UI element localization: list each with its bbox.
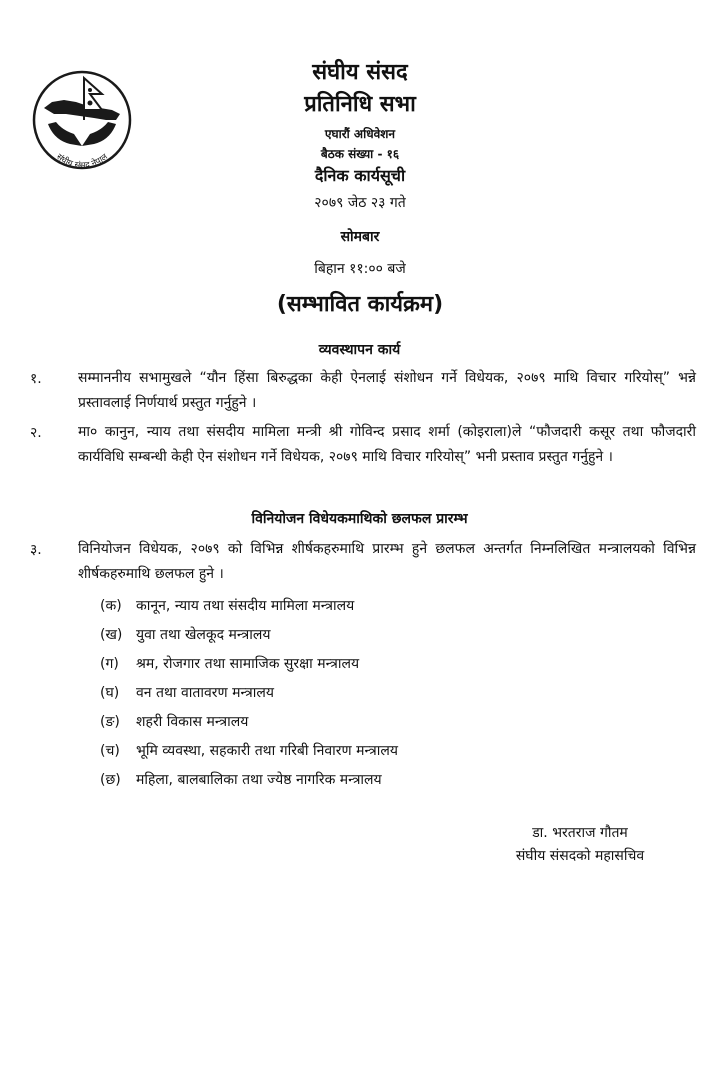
ministry-list-item <box>100 649 398 678</box>
ministry-name: शहरी विकास मन्त्रालय <box>136 714 249 730</box>
ministry-label: (छ) <box>100 772 121 788</box>
ministry-name: वन तथा वातावरण मन्त्रालय <box>136 685 274 701</box>
meeting-number: बैठक संख्या - १६ <box>320 147 400 161</box>
ministry-list-item <box>100 678 398 707</box>
ministry-label: (क) <box>100 598 122 614</box>
agenda-title: दैनिक कार्यसूची <box>314 166 406 185</box>
item-text-3: विनियोजन विधेयक, २०७९ को विभिन्न शीर्षकहरुमाथि प्रारम्भ हुने छलफल अन्तर्गत निम्नलिखित मन्त्रालयको विभिन्न शीर्षकहरुमाथि छलफल हुने । <box>78 541 696 582</box>
house-title: प्रतिनिधि सभा <box>304 92 416 117</box>
item-number-2: २. <box>30 425 42 441</box>
ministry-name: युवा तथा खेलकूद मन्त्रालय <box>136 627 271 643</box>
agenda-time: बिहान ११:०० बजे <box>314 261 406 277</box>
appropriation-section-heading: विनियोजन विधेयकमाथिको छलफल प्रारम्भ <box>251 511 468 527</box>
ministry-name: महिला, बालबालिका तथा ज्येष्ठ नागरिक मन्त्रालय <box>136 772 382 788</box>
ministry-label: (ग) <box>100 656 119 672</box>
management-section-heading: व्यवस्थापन कार्य <box>318 342 401 358</box>
ministry-label: (घ) <box>100 685 120 701</box>
ministry-name: कानून, न्याय तथा संसदीय मामिला मन्त्रालय <box>136 598 355 614</box>
ministry-label: (ख) <box>100 627 123 643</box>
cupped-hands-icon <box>48 122 116 146</box>
agenda-day: सोमबार <box>340 229 380 245</box>
ministry-list-item <box>100 765 398 794</box>
program-title: (सम्भावित कार्यक्रम) <box>276 292 444 317</box>
item-text-1: सम्माननीय सभामुखले “यौन हिंसा बिरुद्धका केही ऐनलाई संशोधन गर्ने विधेयक, २०७९ माथि विचार गरियोस्” भन्ने प्रस्तावलाई निर्णयार्थ प्रस्तुत गर्नुहुने । <box>78 370 696 411</box>
agenda-date: २०७९ जेठ २३ गते <box>314 195 406 211</box>
signatory-title: संघीय संसदको महासचिव <box>515 848 645 864</box>
item-text-2: मा० कानुन, न्याय तथा संसदीय मामिला मन्त्री श्री गोविन्द प्रसाद शर्मा (कोइराला)ले “फौजदारी कसूर तथा फौजदारी कार्यविधि सम्बन्धी केही ऐन संशोधन गर्ने विधेयक, २०७९ माथि विचार गरियोस्” भनी प्रस्ताव प्रस्तुत गर्नुहुने । <box>78 424 696 465</box>
federal-parliament-logo <box>30 64 134 188</box>
item-number-3: ३. <box>30 542 42 558</box>
ministry-list-item <box>100 736 398 765</box>
ministry-list-item <box>100 591 398 620</box>
session-label: एघारौं अधिवेशन <box>324 127 396 141</box>
ministry-list <box>100 591 398 794</box>
ministry-label: (ङ) <box>100 714 120 730</box>
item-number-1: १. <box>30 371 42 387</box>
parliament-title: संघीय संसद <box>312 60 408 85</box>
ministry-list-item <box>100 620 398 649</box>
ministry-label: (च) <box>100 743 120 759</box>
ministry-name: श्रम, रोजगार तथा सामाजिक सुरक्षा मन्त्रालय <box>136 656 360 672</box>
signatory-name: डा. भरतराज गौतम <box>532 825 628 841</box>
logo-text: संघीय संसद नेपाल <box>54 152 110 171</box>
nepal-map-icon <box>44 100 120 120</box>
ministry-name: भूमि व्यवस्था, सहकारी तथा गरिबी निवारण मन्त्रालय <box>136 743 398 759</box>
ministry-list-item <box>100 707 398 736</box>
